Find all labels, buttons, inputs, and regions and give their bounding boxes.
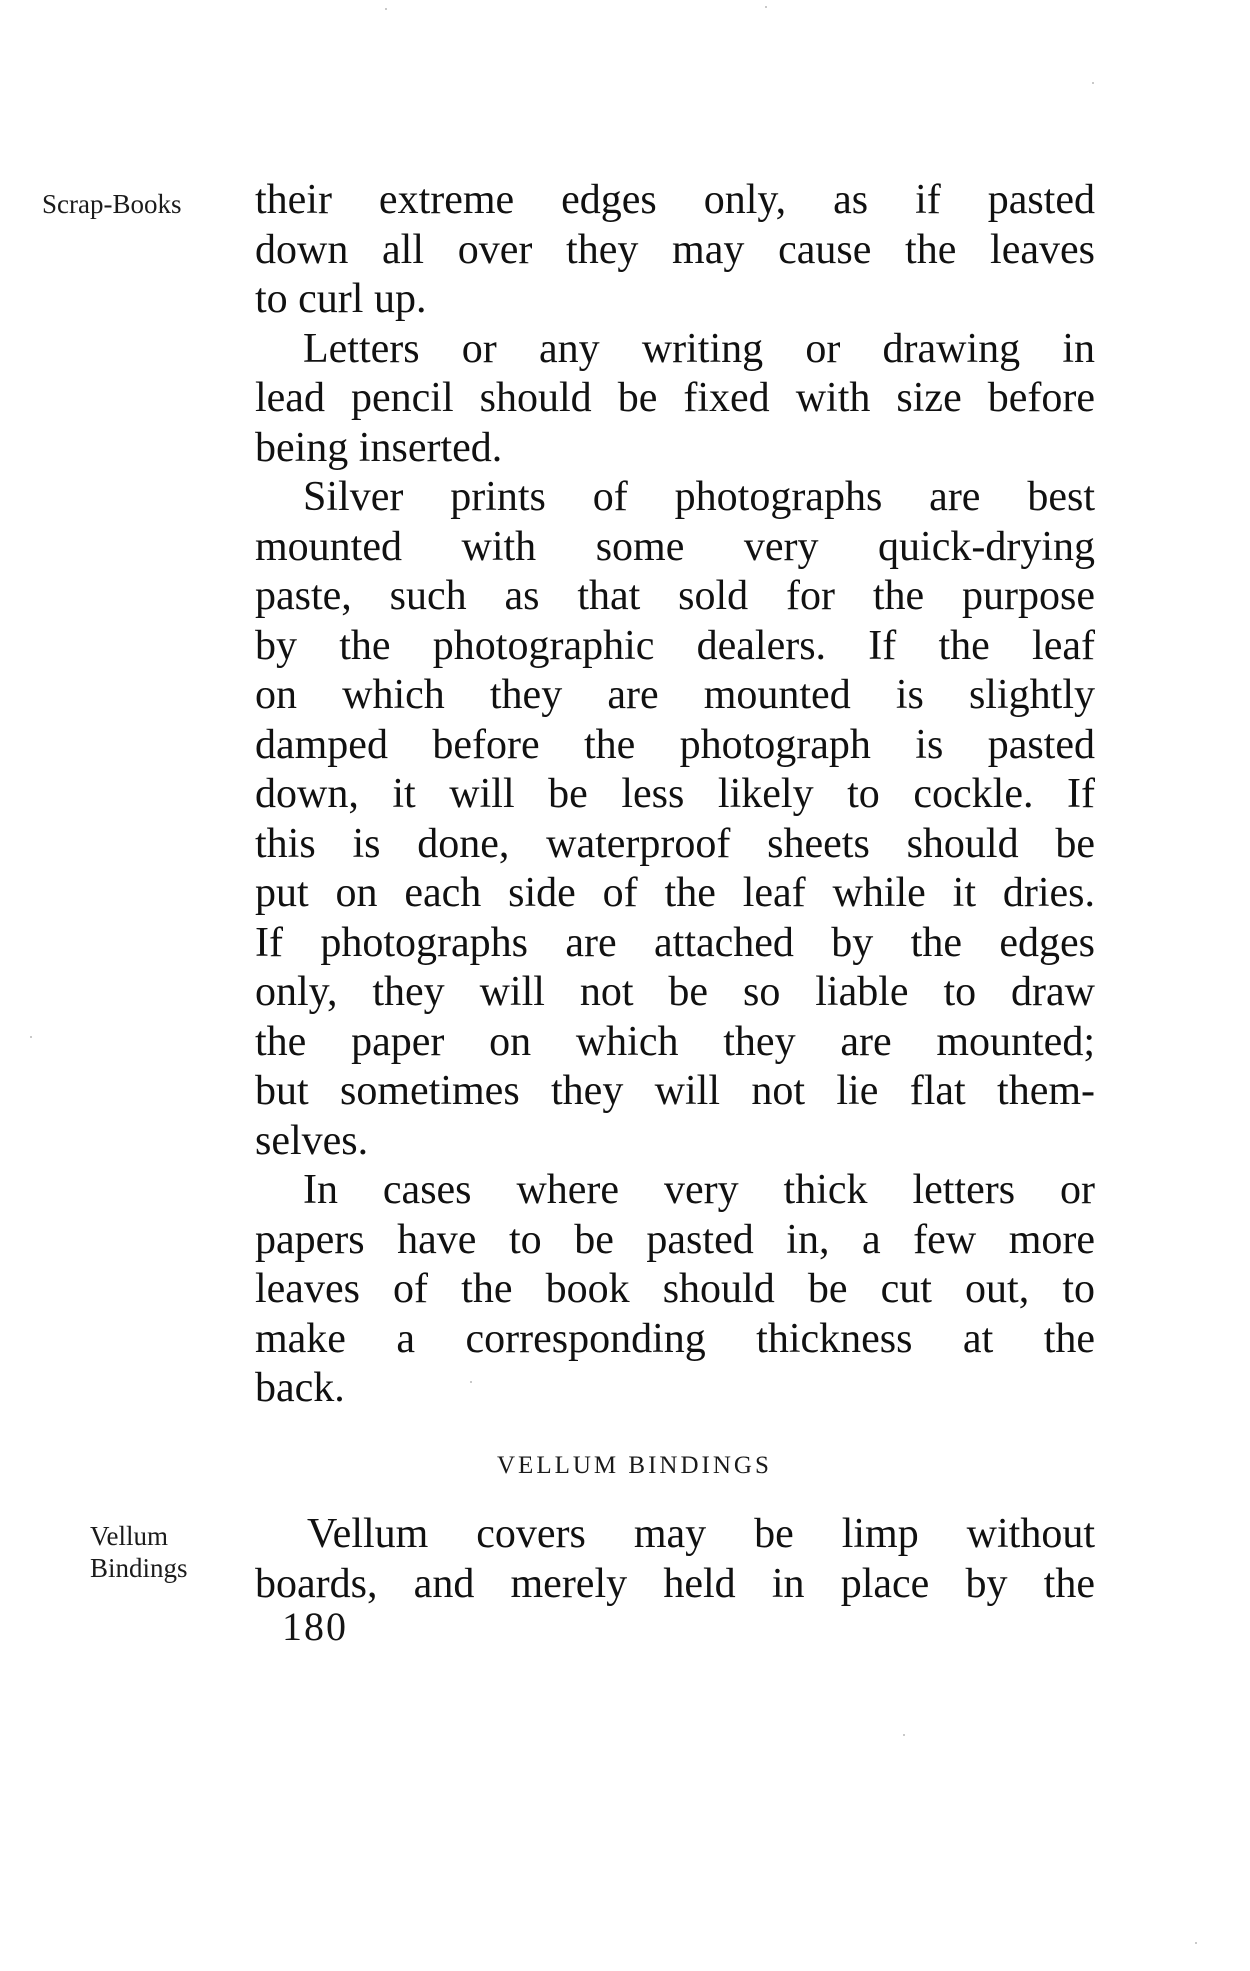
scan-speck	[470, 1381, 472, 1383]
text-line: Silver prints of photographs are best	[303, 474, 1095, 520]
text-line: only, they will not be so liable to draw	[255, 969, 1095, 1015]
text-line: down, it will be less likely to cockle. If	[255, 771, 1095, 817]
scan-speck	[1092, 82, 1094, 84]
margin-note-scrap-books: Scrap-Books	[42, 189, 182, 219]
text-line: Letters or any writing or drawing in	[303, 325, 1095, 372]
text-line: put on each side of the leaf while it dries.	[255, 870, 1095, 916]
paragraph-vellum	[255, 1510, 1095, 1609]
text-line: to curl up.	[255, 276, 427, 322]
text-line: damped before the photograph is pasted	[255, 721, 1095, 768]
scan-speck	[30, 1036, 32, 1038]
scan-speck	[385, 8, 387, 10]
paragraph-edges	[255, 176, 1095, 325]
text-line: selves.	[255, 1117, 369, 1164]
text-line: leaves of the book should be cut out, to	[255, 1266, 1095, 1312]
scan-speck	[765, 6, 767, 8]
section-heading: VELLUM BINDINGS	[497, 1452, 772, 1479]
paragraph-thick-letters	[255, 1166, 1095, 1414]
text-line: by the photographic dealers. If the leaf	[255, 622, 1095, 669]
margin-note-line: Bindings	[90, 1553, 188, 1583]
text-line: In cases where very thick letters or	[303, 1167, 1095, 1213]
paragraph-silver-prints	[255, 473, 1095, 1166]
text-line: being inserted.	[255, 424, 503, 471]
text-line: boards, and merely held in place by the	[255, 1560, 1095, 1607]
text-line: lead pencil should be fixed with size before	[255, 375, 1095, 421]
scan-speck	[903, 1734, 905, 1736]
text-line: mounted with some very quick-drying	[255, 523, 1095, 570]
text-line: but sometimes they will not lie flat them-	[255, 1068, 1095, 1114]
text-line: Vellum covers may be limp without	[307, 1511, 1095, 1557]
text-line: papers have to be pasted in, a few more	[255, 1216, 1095, 1263]
text-line: make a corresponding thickness at the	[255, 1315, 1095, 1362]
paragraph-letters	[255, 325, 1095, 474]
text-line: on which they are mounted is slightly	[255, 672, 1095, 718]
text-line: this is done, waterproof sheets should be	[255, 820, 1095, 867]
text-line: paste, such as that sold for the purpose	[255, 573, 1095, 619]
text-line: back.	[255, 1365, 345, 1411]
text-line: the paper on which they are mounted;	[255, 1018, 1095, 1065]
margin-note-line: Vellum	[90, 1521, 168, 1551]
page-number: 180	[282, 1604, 348, 1649]
scan-speck	[1195, 1942, 1197, 1944]
text-line: If photographs are attached by the edges	[255, 919, 1095, 966]
margin-note-vellum-bindings	[90, 1520, 188, 1584]
text-line: down all over they may cause the leaves	[255, 226, 1095, 273]
text-line: their extreme edges only, as if pasted	[255, 177, 1095, 223]
